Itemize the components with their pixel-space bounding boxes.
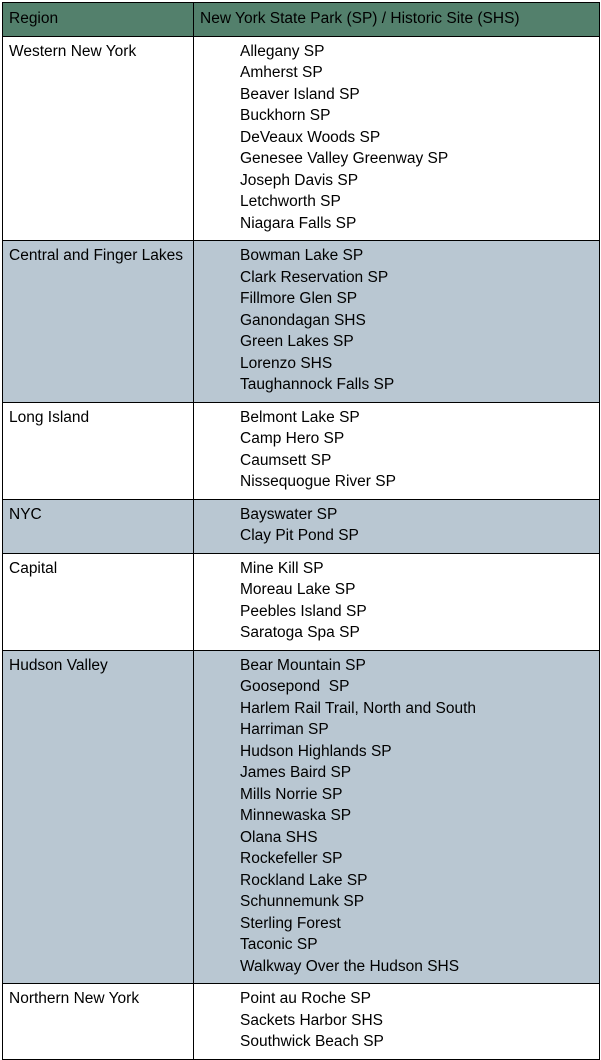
table-row xyxy=(3,553,600,650)
list-item: Olana SHS xyxy=(240,828,318,846)
column-header-parks xyxy=(194,3,600,37)
list-item: Hudson Highlands SP xyxy=(240,742,392,760)
list-item: Mills Norrie SP xyxy=(240,785,343,803)
region-cell xyxy=(3,241,194,403)
table-header xyxy=(3,3,600,37)
parks-cell xyxy=(194,402,600,499)
list-item: Belmont Lake SP xyxy=(240,408,360,426)
table-header-row xyxy=(3,3,600,37)
column-header-parks-label: New York State Park (SP) / Historic Site (SHS) xyxy=(200,10,520,27)
list-item: DeVeaux Woods SP xyxy=(240,128,381,146)
list-item: Walkway Over the Hudson SHS xyxy=(240,957,460,975)
table-row xyxy=(3,402,600,499)
list-item: Minnewaska SP xyxy=(240,807,352,824)
list-item: Allegany SP xyxy=(240,42,325,60)
table-row xyxy=(3,650,600,984)
list-item: Rockland Lake SP xyxy=(240,871,368,889)
region-label: Capital xyxy=(9,559,58,577)
list-item: Goosepond SP xyxy=(240,678,350,695)
park-list xyxy=(200,504,593,547)
table-row xyxy=(3,499,600,553)
list-item: Bowman Lake SP xyxy=(240,247,364,264)
region-cell xyxy=(3,499,194,553)
list-item: Nissequogue River SP xyxy=(240,473,396,490)
list-item: Fillmore Glen SP xyxy=(240,290,358,307)
list-item: Sterling Forest xyxy=(240,914,341,932)
parks-cell xyxy=(194,499,600,553)
list-item: Saratoga Spa SP xyxy=(240,624,360,641)
list-item: Harlem Rail Trail, North and South xyxy=(240,699,477,717)
park-list xyxy=(200,558,593,644)
list-item: Caumsett SP xyxy=(240,451,332,469)
park-list xyxy=(200,655,593,978)
list-item: Clark Reservation SP xyxy=(240,268,389,286)
park-list xyxy=(200,41,593,235)
list-item: Niagara Falls SP xyxy=(240,214,357,232)
list-item: Harriman SP xyxy=(240,721,329,738)
region-label: Hudson Valley xyxy=(9,656,108,674)
list-item: Genesee Valley Greenway SP xyxy=(240,150,449,167)
park-list xyxy=(200,245,593,396)
column-header-region xyxy=(3,3,194,37)
list-item: Clay Pit Pond SP xyxy=(240,527,359,544)
list-item: James Baird SP xyxy=(240,764,352,781)
state-parks-table xyxy=(2,2,600,1060)
parks-cell xyxy=(194,553,600,650)
list-item: Southwick Beach SP xyxy=(240,1033,384,1050)
list-item: Peebles Island SP xyxy=(240,602,367,620)
table-row xyxy=(3,36,600,241)
list-item: Buckhorn SP xyxy=(240,107,331,124)
list-item: Sackets Harbor SHS xyxy=(240,1011,383,1029)
list-item: Mine Kill SP xyxy=(240,559,324,577)
region-label: Western New York xyxy=(9,42,137,60)
list-item: Lorenzo SHS xyxy=(240,354,333,372)
region-label: Northern New York xyxy=(9,990,140,1007)
region-cell xyxy=(3,553,194,650)
table-body xyxy=(3,36,600,1059)
list-item: Rockefeller SP xyxy=(240,850,343,867)
list-item: Green Lakes SP xyxy=(240,333,354,350)
list-item: Point au Roche SP xyxy=(240,990,371,1007)
list-item: Beaver Island SP xyxy=(240,85,360,103)
list-item: Ganondagan SHS xyxy=(240,311,366,329)
parks-cell xyxy=(194,984,600,1060)
list-item: Joseph Davis SP xyxy=(240,171,359,189)
region-label: Central and Finger Lakes xyxy=(9,247,184,264)
parks-cell xyxy=(194,650,600,984)
region-cell xyxy=(3,36,194,241)
list-item: Schunnemunk SP xyxy=(240,893,365,910)
table-row xyxy=(3,984,600,1060)
list-item: Amherst SP xyxy=(240,64,323,81)
list-item: Taconic SP xyxy=(240,936,318,953)
parks-cell xyxy=(194,241,600,403)
list-item: Letchworth SP xyxy=(240,193,341,210)
table-row xyxy=(3,241,600,403)
park-list xyxy=(200,988,593,1053)
list-item: Moreau Lake SP xyxy=(240,581,356,598)
parks-cell xyxy=(194,36,600,241)
region-label: Long Island xyxy=(9,408,90,426)
list-item: Camp Hero SP xyxy=(240,430,345,447)
list-item: Bear Mountain SP xyxy=(240,656,366,674)
column-header-region-label: Region xyxy=(9,10,59,27)
list-item: Taughannock Falls SP xyxy=(240,376,395,393)
park-list xyxy=(200,407,593,493)
region-cell xyxy=(3,402,194,499)
region-cell xyxy=(3,984,194,1060)
region-cell xyxy=(3,650,194,984)
region-label: NYC xyxy=(9,505,42,523)
list-item: Bayswater SP xyxy=(240,505,338,523)
